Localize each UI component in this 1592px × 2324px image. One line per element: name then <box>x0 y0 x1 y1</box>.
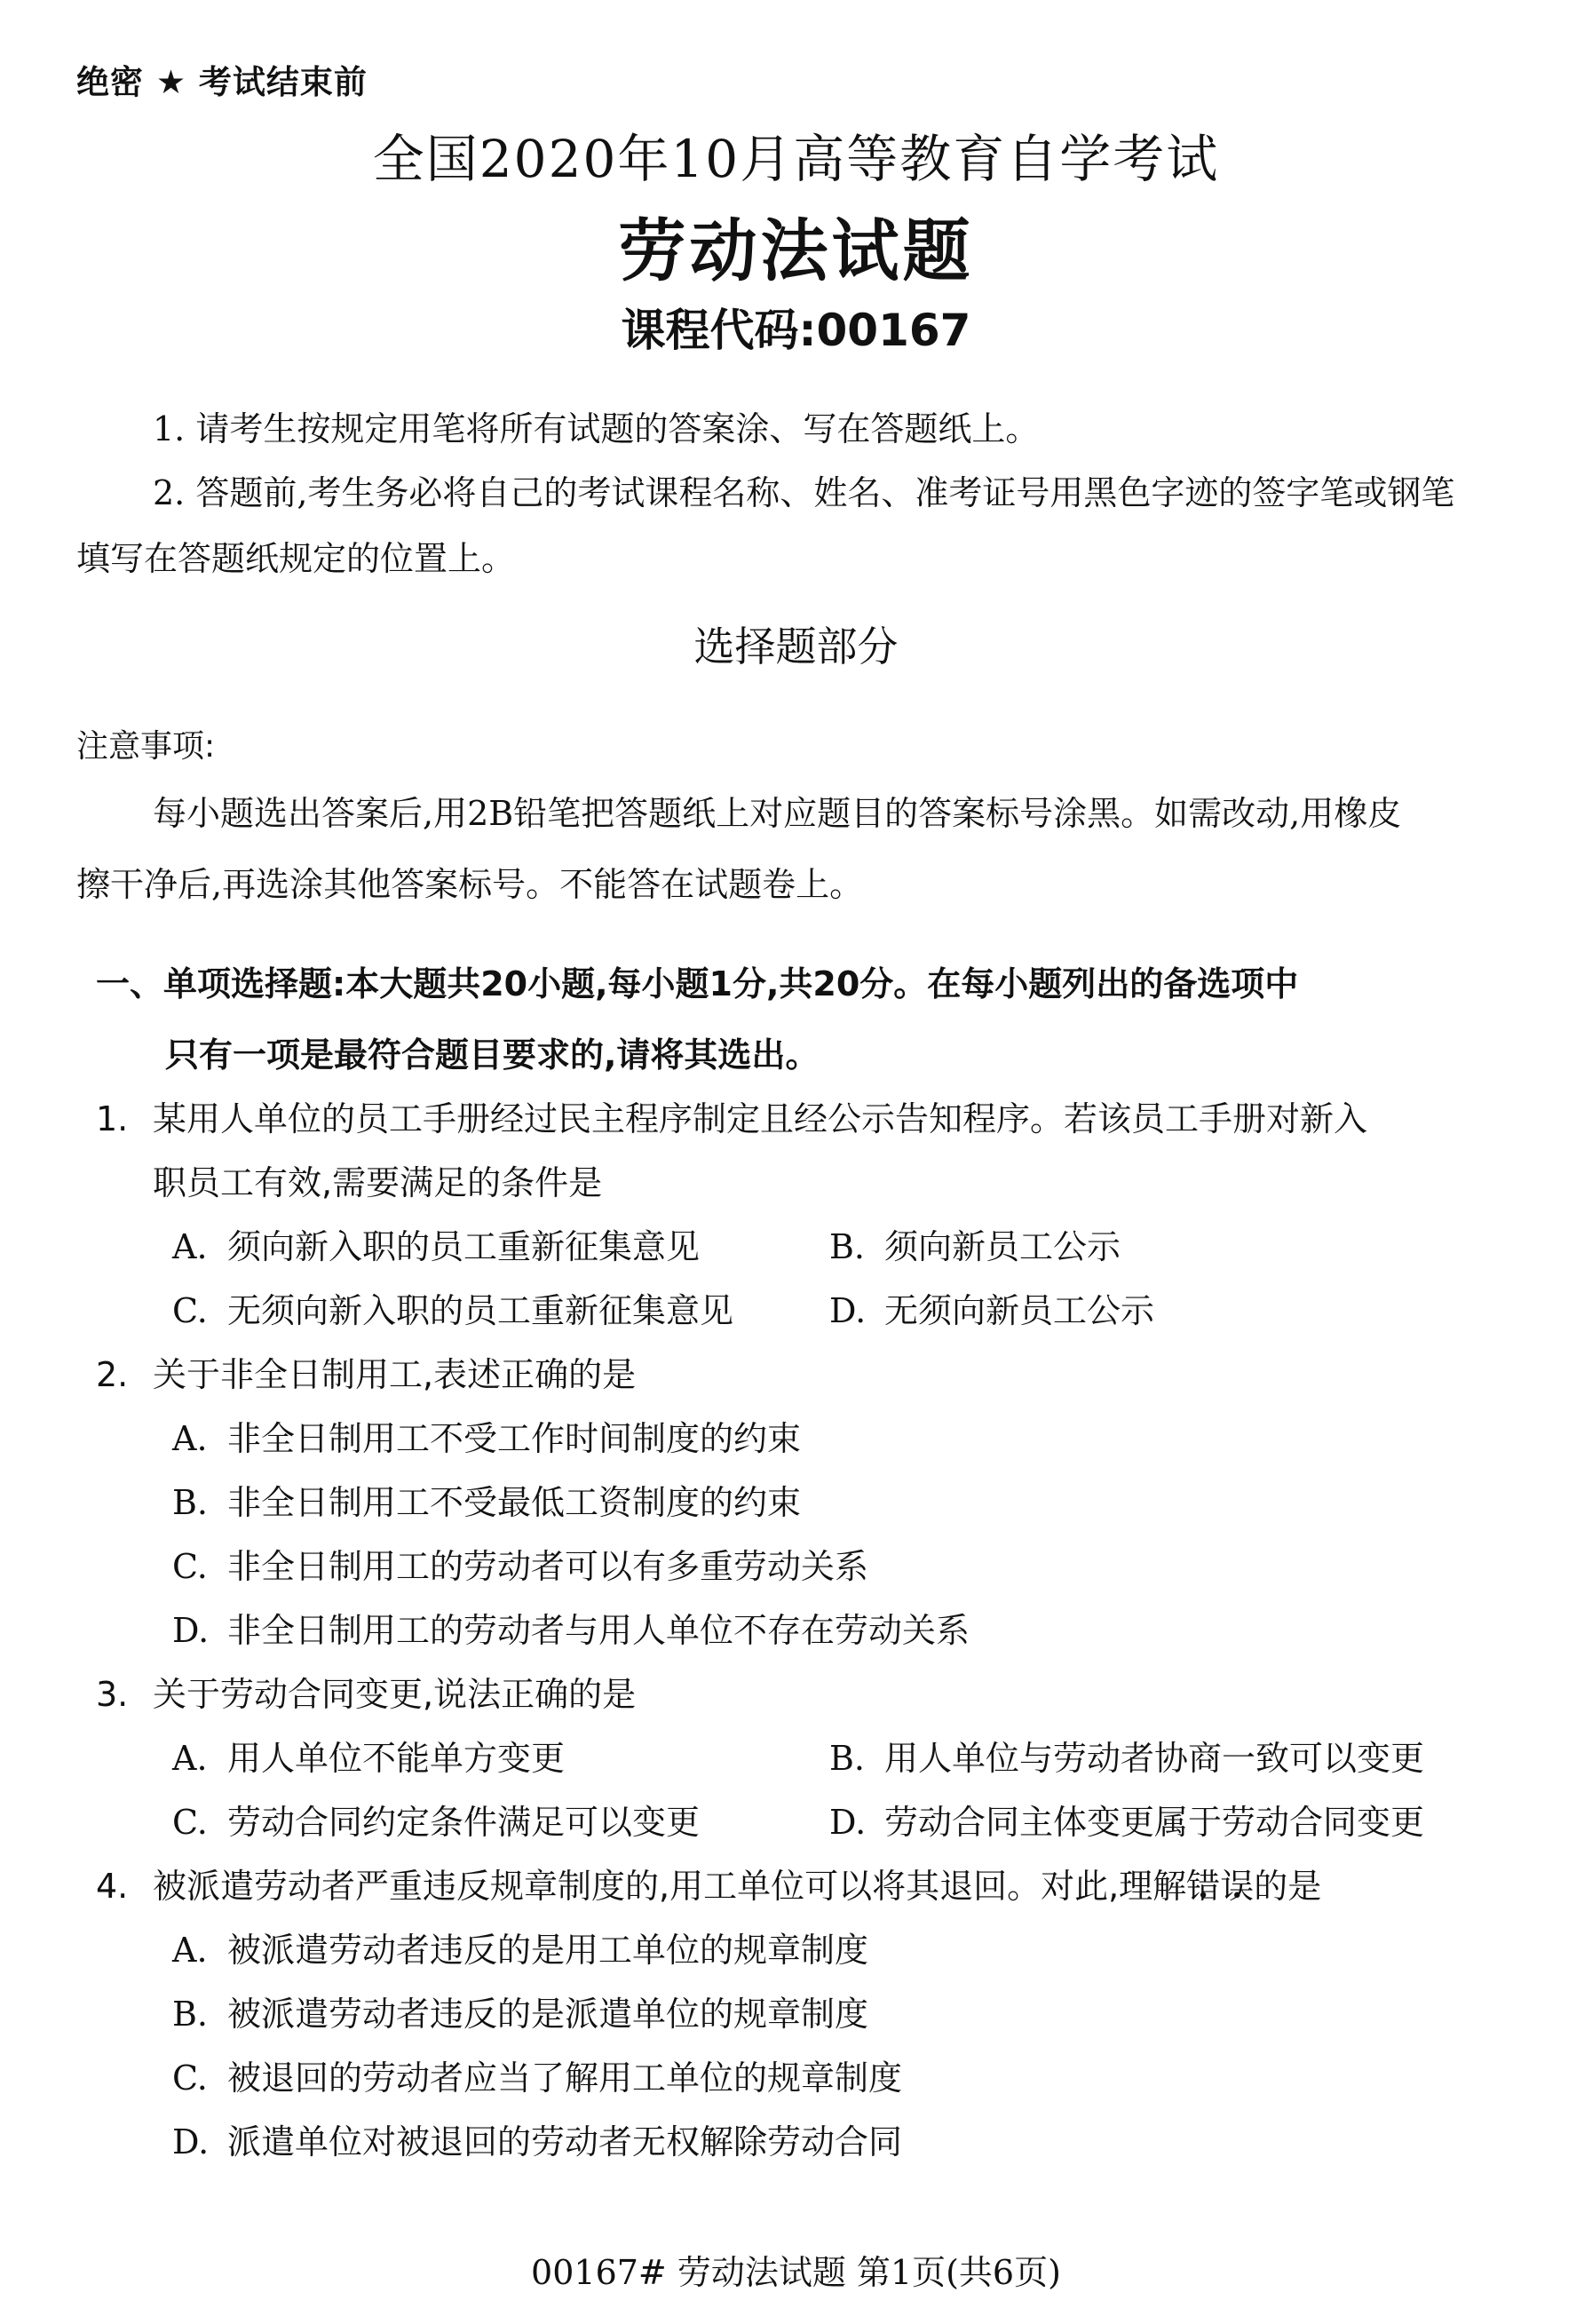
exam-title: 全国2020年10月高等教育自学考试 <box>372 129 1220 189</box>
option-text: 非全日制用工不受最低工资制度的约束 <box>227 1483 802 1522</box>
option-row <box>96 1790 1552 1854</box>
option-d <box>829 1790 1424 1854</box>
option-text: 被派遣劳动者违反的是用工单位的规章制度 <box>227 1931 869 1970</box>
option-b <box>96 1982 1552 2046</box>
question-stem <box>96 1343 1552 1407</box>
question-stem-line1: 关于劳动合同变更,说法正确的是 <box>153 1675 637 1714</box>
notes-line-1: 每小题选出答案后,用2B铅笔把答题纸上对应题目的答案标号涂黑。如需改动,用橡皮 <box>153 794 1402 833</box>
option-letter: C. <box>172 1547 208 1586</box>
option-text: 非全日制用工不受工作时间制度的约束 <box>227 1419 802 1458</box>
option-text: 被派遣劳动者违反的是派遣单位的规章制度 <box>227 1995 869 2034</box>
option-text: 非全日制用工的劳动者可以有多重劳动关系 <box>227 1547 869 1586</box>
option-b <box>96 1471 1552 1535</box>
question-number: 1. <box>96 1099 129 1138</box>
option-letter: D. <box>172 1611 210 1650</box>
option-text: 非全日制用工的劳动者与用人单位不存在劳动关系 <box>227 1611 970 1650</box>
option-c <box>172 1790 829 1854</box>
option-text: 派遣单位对被退回的劳动者无权解除劳动合同 <box>227 2122 903 2161</box>
option-d <box>96 1598 1552 1662</box>
question-3 <box>96 1662 1552 1854</box>
option-text: 用人单位不能单方变更 <box>227 1739 566 1778</box>
option-text: 劳动合同约定条件满足可以变更 <box>227 1803 701 1842</box>
option-text: 须向新入职的员工重新征集意见 <box>227 1227 701 1266</box>
subject-title: 劳动法试题 <box>618 211 974 290</box>
option-text: 劳动合同主体变更属于劳动合同变更 <box>884 1803 1425 1842</box>
part-one-heading <box>96 948 1552 1091</box>
question-number: 3. <box>96 1675 129 1714</box>
option-letter: A. <box>172 1419 208 1458</box>
option-row <box>96 1215 1552 1279</box>
option-a <box>96 1407 1552 1471</box>
option-text: 须向新员工公示 <box>884 1227 1121 1266</box>
instruction-item-2-line1: 2. 答题前,考生务必将自己的考试课程名称、姓名、准考证号用黑色字迹的签字笔或钢笔 <box>153 473 1455 512</box>
notes-heading: 注意事项: <box>76 728 216 765</box>
option-c <box>96 2046 1552 2110</box>
option-letter: B. <box>829 1227 866 1266</box>
question-number: 2. <box>96 1355 129 1394</box>
option-d <box>96 2110 1552 2174</box>
option-letter: C. <box>172 1803 208 1842</box>
question-stem-main: 被派遣劳动者严重违反规章制度的,用工单位可以将其退回。对此,理解 <box>153 1867 1187 1906</box>
option-text: 无须向新员工公示 <box>884 1291 1155 1330</box>
option-row <box>96 1279 1552 1343</box>
option-c <box>172 1279 829 1343</box>
option-letter: A. <box>172 1227 208 1266</box>
option-letter: D. <box>829 1803 867 1842</box>
section-title: 选择题部分 <box>693 623 899 670</box>
option-a <box>172 1215 829 1279</box>
option-letter: A. <box>172 1739 208 1778</box>
option-letter: C. <box>172 1291 208 1330</box>
option-a <box>172 1726 829 1790</box>
question-stem-tail: 的是 <box>1254 1867 1322 1906</box>
instruction-item-2-line2: 填写在答题纸规定的位置上。 <box>76 539 516 578</box>
notes-body <box>76 778 1550 920</box>
question-4 <box>96 1854 1552 2174</box>
option-letter: D. <box>829 1291 867 1330</box>
option-letter: D. <box>172 2122 210 2161</box>
question-1 <box>96 1087 1552 1343</box>
option-text: 用人单位与劳动者协商一致可以变更 <box>884 1739 1425 1778</box>
instruction-item-1: 1. 请考生按规定用笔将所有试题的答案涂、写在答题纸上。 <box>153 409 1040 448</box>
notes-line-2: 擦干净后,再选涂其他答案标号。不能答在试题卷上。 <box>76 865 864 904</box>
option-row <box>96 1726 1552 1790</box>
emphasis-char: 错 <box>1186 1867 1221 1906</box>
option-letter: C. <box>172 2058 208 2098</box>
option-a <box>96 1918 1552 1982</box>
part-one-heading-line2: 只有一项是最符合题目要求的,请将其选出。 <box>165 1035 820 1075</box>
question-stem <box>96 1662 1552 1726</box>
question-stem-line1: 某用人单位的员工手册经过民主程序制定且经公示告知程序。若该员工手册对新入 <box>153 1099 1368 1138</box>
question-stem <box>96 1087 1552 1215</box>
question-stem-line1: 关于非全日制用工,表述正确的是 <box>153 1355 637 1394</box>
option-letter: A. <box>172 1931 208 1970</box>
option-b <box>829 1726 1424 1790</box>
option-d <box>829 1279 1154 1343</box>
part-one-heading-line1: 一、单项选择题:本大题共20小题,每小题1分,共20分。在每小题列出的备选项中 <box>96 964 1299 1003</box>
option-c <box>96 1535 1552 1598</box>
option-letter: B. <box>829 1739 866 1778</box>
question-number: 4. <box>96 1867 129 1906</box>
secret-label: 绝密 ★ 考试结束前 <box>76 63 368 101</box>
question-stem-line2: 职员工有效,需要满足的条件是 <box>153 1163 603 1202</box>
option-b <box>829 1215 1121 1279</box>
emphasis-char: 误 <box>1220 1867 1255 1906</box>
question-2 <box>96 1343 1552 1662</box>
option-letter: B. <box>172 1483 209 1522</box>
option-text: 无须向新入职的员工重新征集意见 <box>227 1291 734 1330</box>
course-code: 课程代码:00167 <box>621 305 971 356</box>
question-stem <box>96 1854 1552 1918</box>
instruction-item-2 <box>76 460 1550 591</box>
option-text: 被退回的劳动者应当了解用工单位的规章制度 <box>227 2058 903 2098</box>
page-footer: 00167# 劳动法试题 第1页(共6页) <box>531 2253 1061 2292</box>
option-letter: B. <box>172 1995 209 2034</box>
